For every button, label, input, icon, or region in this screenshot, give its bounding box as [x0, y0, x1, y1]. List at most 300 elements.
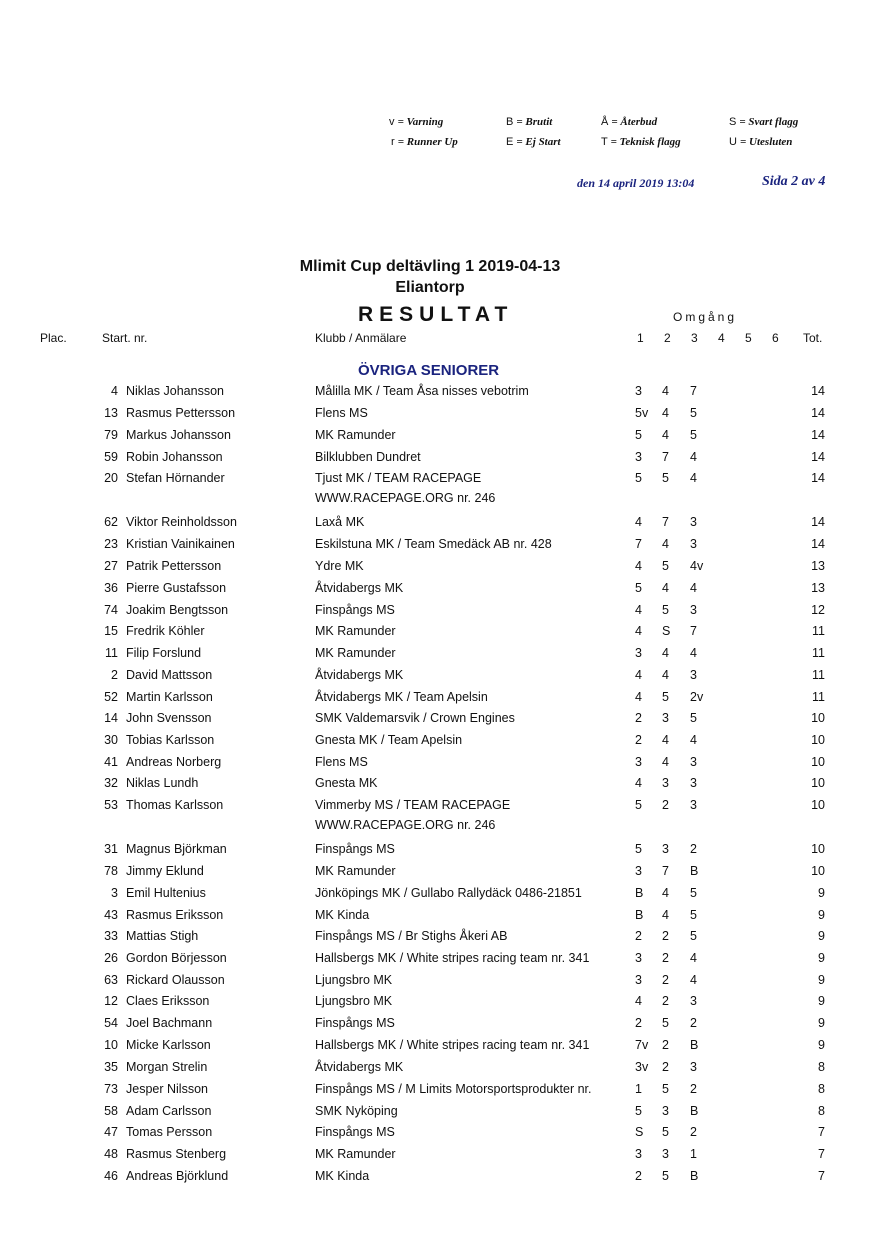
table-row	[0, 471, 880, 505]
header-plac: Plac.	[40, 331, 67, 345]
start-number: 2	[111, 668, 118, 682]
table-row	[0, 886, 880, 904]
round-2-score: 4	[662, 406, 669, 420]
table-row	[0, 1016, 880, 1034]
total-score: 14	[811, 450, 825, 464]
header-round-5: 5	[745, 331, 752, 345]
legend-item	[391, 136, 458, 148]
club-name: Åtvidabergs MK	[315, 668, 404, 682]
club-name: MK Kinda	[315, 1169, 370, 1183]
total-score: 8	[818, 1060, 825, 1074]
start-number: 26	[104, 951, 118, 965]
page-number: Sida 2 av 4	[762, 174, 826, 189]
table-row	[0, 1082, 880, 1100]
table-row	[0, 646, 880, 664]
round-1-score: 5	[635, 842, 642, 856]
total-score: 10	[811, 798, 825, 812]
club-name: Åtvidabergs MK / Team Apelsin	[315, 690, 488, 704]
total-score: 7	[818, 1169, 825, 1183]
driver-name: Mattias Stigh	[126, 929, 199, 943]
round-3-score: 4	[690, 450, 697, 464]
driver-name: Rickard Olausson	[126, 973, 225, 987]
club-name: Gnesta MK	[315, 776, 378, 790]
table-row	[0, 908, 880, 926]
driver-name: Robin Johansson	[126, 450, 223, 464]
round-2-score: 4	[662, 733, 669, 747]
club-name: MK Ramunder	[315, 428, 396, 442]
round-3-score: 3	[690, 668, 697, 682]
round-1-score: 4	[635, 994, 642, 1008]
total-score: 9	[818, 951, 825, 965]
table-row	[0, 428, 880, 446]
driver-name: Jesper Nilsson	[126, 1082, 208, 1096]
round-2-score: 7	[662, 450, 669, 464]
club-name: Finspångs MS	[315, 842, 395, 856]
round-1-score: 4	[635, 559, 642, 573]
table-row	[0, 1060, 880, 1078]
driver-name: Patrik Pettersson	[126, 559, 222, 573]
driver-name: Joel Bachmann	[126, 1016, 213, 1030]
table-row	[0, 755, 880, 773]
round-3-score: 3	[690, 515, 697, 529]
round-1-score: 5	[635, 581, 642, 595]
round-1-score: 2	[635, 1169, 642, 1183]
round-1-score: 5	[635, 471, 642, 485]
round-1-score: 3	[635, 1147, 642, 1161]
total-score: 8	[818, 1082, 825, 1096]
round-1-score: 4	[635, 603, 642, 617]
round-3-score: 2	[690, 1082, 697, 1096]
club-name: Hallsbergs MK / White stripes racing team nr. 341	[315, 1038, 590, 1052]
round-3-score: 3	[690, 537, 697, 551]
round-2-score: 4	[662, 908, 669, 922]
driver-name: Andreas Norberg	[126, 755, 222, 769]
round-3-score: B	[690, 1104, 699, 1118]
round-3-score: 3	[690, 776, 697, 790]
start-number: 13	[104, 406, 118, 420]
start-number: 23	[104, 537, 118, 551]
round-1-score: 3	[635, 755, 642, 769]
round-2-score: 4	[662, 755, 669, 769]
legend-desc: = Ej Start	[516, 136, 561, 148]
club-name: Jönköpings MK / Gullabo Rallydäck 0486-21851	[315, 886, 582, 900]
legend-code: r	[391, 136, 395, 148]
club-name: Finspångs MS / Br Stighs Åkeri AB	[315, 929, 508, 943]
driver-name: Martin Karlsson	[126, 690, 213, 704]
start-number: 14	[104, 711, 118, 725]
round-3-score: 3	[690, 1060, 697, 1074]
table-row	[0, 973, 880, 991]
round-2-score: 4	[662, 581, 669, 595]
round-2-score: 5	[662, 1125, 669, 1139]
club-name: MK Kinda	[315, 908, 370, 922]
round-1-score: 5	[635, 1104, 642, 1118]
round-2-score: 2	[662, 951, 669, 965]
start-number: 30	[104, 733, 118, 747]
driver-name: Stefan Hörnander	[126, 471, 225, 485]
total-score: 9	[818, 973, 825, 987]
round-1-score: 2	[635, 1016, 642, 1030]
start-number: 12	[104, 994, 118, 1008]
legend-desc: = Teknisk flagg	[610, 136, 681, 148]
round-3-score: 4	[690, 973, 697, 987]
round-1-score: 4	[635, 624, 642, 638]
table-row	[0, 603, 880, 621]
round-2-score: 2	[662, 973, 669, 987]
driver-name: Micke Karlsson	[126, 1038, 211, 1052]
round-3-score: 5	[690, 428, 697, 442]
round-3-score: B	[690, 864, 699, 878]
round-3-score: 5	[690, 711, 697, 725]
table-row	[0, 864, 880, 882]
table-row	[0, 690, 880, 708]
total-score: 14	[811, 515, 825, 529]
venue-title: Eliantorp	[395, 279, 465, 296]
total-score: 9	[818, 929, 825, 943]
round-1-score: 3	[635, 450, 642, 464]
table-row	[0, 1038, 880, 1056]
table-row	[0, 733, 880, 751]
driver-name: Magnus Björkman	[126, 842, 227, 856]
total-score: 10	[811, 755, 825, 769]
start-number: 41	[104, 755, 118, 769]
round-3-score: 4	[690, 951, 697, 965]
legend-code: E	[506, 136, 514, 148]
round-1-score: 3	[635, 864, 642, 878]
legend-item	[601, 136, 681, 148]
round-1-score: S	[635, 1125, 644, 1139]
round-2-score: 2	[662, 929, 669, 943]
total-score: 14	[811, 384, 825, 398]
total-score: 9	[818, 1016, 825, 1030]
legend-item	[506, 136, 561, 148]
start-number: 74	[104, 603, 118, 617]
driver-name: Tobias Karlsson	[126, 733, 215, 747]
start-number: 32	[104, 776, 118, 790]
legend-code: S	[729, 116, 737, 128]
round-1-score: 4	[635, 690, 642, 704]
total-score: 13	[811, 559, 825, 573]
total-score: 10	[811, 864, 825, 878]
total-score: 7	[818, 1125, 825, 1139]
round-1-score: 1	[635, 1082, 642, 1096]
start-number: 10	[104, 1038, 118, 1052]
round-3-score: 3	[690, 755, 697, 769]
start-number: 43	[104, 908, 118, 922]
start-number: 4	[111, 384, 118, 398]
round-3-score: 5	[690, 929, 697, 943]
round-3-score: 7	[690, 384, 697, 398]
club-name: Tjust MK / TEAM RACEPAGE	[315, 471, 482, 485]
round-2-score: 3	[662, 842, 669, 856]
total-score: 9	[818, 908, 825, 922]
round-3-score: 3	[690, 603, 697, 617]
round-2-score: 2	[662, 994, 669, 1008]
round-3-score: 4v	[690, 559, 704, 573]
section-title: ÖVRIGA SENIORER	[358, 362, 500, 379]
driver-name: Niklas Lundh	[126, 776, 199, 790]
start-number: 63	[104, 973, 118, 987]
driver-name: Andreas Björklund	[126, 1169, 229, 1183]
table-row	[0, 1104, 880, 1122]
round-2-score: 4	[662, 384, 669, 398]
start-number: 31	[104, 842, 118, 856]
header-round-4: 4	[718, 331, 725, 345]
round-1-score: 4	[635, 668, 642, 682]
round-2-score: 4	[662, 537, 669, 551]
round-1-score: 3	[635, 384, 642, 398]
table-row	[0, 1147, 880, 1165]
club-name: MK Ramunder	[315, 864, 396, 878]
round-2-score: 3	[662, 1147, 669, 1161]
table-row	[0, 668, 880, 686]
total-score: 8	[818, 1104, 825, 1118]
round-2-score: 3	[662, 1104, 669, 1118]
total-score: 9	[818, 886, 825, 900]
round-1-score: 2	[635, 929, 642, 943]
start-number: 59	[104, 450, 118, 464]
table-row	[0, 624, 880, 642]
round-3-score: 5	[690, 406, 697, 420]
round-3-score: 4	[690, 733, 697, 747]
legend-desc: = Varning	[397, 116, 444, 128]
club-name: SMK Nyköping	[315, 1104, 398, 1118]
header-total: Tot.	[803, 331, 823, 345]
start-number: 33	[104, 929, 118, 943]
start-number: 3	[111, 886, 118, 900]
club-name: Flens MS	[315, 755, 368, 769]
start-number: 47	[104, 1125, 118, 1139]
total-score: 7	[818, 1147, 825, 1161]
round-1-score: 2	[635, 711, 642, 725]
round-3-score: 2v	[690, 690, 704, 704]
legend-item	[389, 116, 443, 128]
legend-desc: = Utesluten	[740, 136, 793, 148]
table-row	[0, 515, 880, 533]
total-score: 9	[818, 994, 825, 1008]
round-3-score: B	[690, 1169, 699, 1183]
round-1-score: 5	[635, 428, 642, 442]
event-title: Mlimit Cup deltävling 1 2019-04-13	[299, 258, 561, 275]
round-2-score: 7	[662, 864, 669, 878]
legend-item	[506, 116, 552, 128]
club-name: MK Ramunder	[315, 624, 396, 638]
driver-name: Pierre Gustafsson	[126, 581, 227, 595]
round-2-score: 4	[662, 886, 669, 900]
club-name: Finspångs MS	[315, 1125, 395, 1139]
start-number: 35	[104, 1060, 118, 1074]
round-3-score: 4	[690, 471, 697, 485]
driver-name: Tomas Persson	[126, 1125, 213, 1139]
legend-desc: = Brutit	[516, 116, 553, 128]
round-1-score: B	[635, 908, 644, 922]
start-number: 52	[104, 690, 118, 704]
header-round-1: 1	[637, 331, 644, 345]
club-name-continued: WWW.RACEPAGE.ORG nr. 246	[315, 818, 496, 832]
round-3-score: 4	[690, 581, 697, 595]
start-number: 78	[104, 864, 118, 878]
driver-name: Jimmy Eklund	[126, 864, 204, 878]
table-row	[0, 776, 880, 794]
club-name: Vimmerby MS / TEAM RACEPAGE	[315, 798, 511, 812]
start-number: 11	[105, 646, 118, 660]
round-2-score: 7	[662, 515, 669, 529]
table-row	[0, 406, 880, 424]
table-row	[0, 842, 880, 860]
table-row	[0, 951, 880, 969]
start-number: 54	[104, 1016, 118, 1030]
driver-name: David Mattsson	[126, 668, 213, 682]
driver-name: Rasmus Stenberg	[126, 1147, 227, 1161]
club-name-continued: WWW.RACEPAGE.ORG nr. 246	[315, 491, 496, 505]
table-row	[0, 450, 880, 468]
club-name: Finspångs MS	[315, 603, 395, 617]
total-score: 14	[811, 471, 825, 485]
legend-desc: = Runner Up	[397, 136, 458, 148]
round-2-score: 5	[662, 471, 669, 485]
driver-name: Filip Forslund	[126, 646, 202, 660]
start-number: 36	[104, 581, 118, 595]
legend-desc: = Återbud	[611, 116, 658, 128]
round-2-score: 4	[662, 428, 669, 442]
driver-name: Thomas Karlsson	[126, 798, 224, 812]
round-1-score: 3	[635, 646, 642, 660]
round-3-score: 4	[690, 646, 697, 660]
driver-name: Gordon Börjesson	[126, 951, 227, 965]
round-2-score: 5	[662, 1082, 669, 1096]
driver-name: Claes Eriksson	[126, 994, 210, 1008]
round-1-score: 3	[635, 973, 642, 987]
club-name: MK Ramunder	[315, 1147, 396, 1161]
legend-item	[729, 136, 792, 148]
table-row	[0, 1125, 880, 1143]
driver-name: Joakim Bengtsson	[126, 603, 229, 617]
round-2-score: 4	[662, 668, 669, 682]
start-number: 48	[104, 1147, 118, 1161]
total-score: 10	[811, 776, 825, 790]
round-2-score: S	[662, 624, 671, 638]
legend-code: T	[601, 136, 608, 148]
round-1-score: 3	[635, 951, 642, 965]
start-number: 15	[104, 624, 118, 638]
round-1-score: 5v	[635, 406, 649, 420]
total-score: 14	[811, 428, 825, 442]
header-start-nr: Start. nr.	[102, 331, 148, 345]
total-score: 14	[811, 406, 825, 420]
table-row	[0, 581, 880, 599]
driver-name: Morgan Strelin	[126, 1060, 208, 1074]
round-2-score: 2	[662, 798, 669, 812]
driver-name: Niklas Johansson	[126, 384, 224, 398]
round-2-score: 5	[662, 690, 669, 704]
club-name: Flens MS	[315, 406, 368, 420]
table-row	[0, 798, 880, 832]
driver-name: Rasmus Pettersson	[126, 406, 236, 420]
club-name: Finspångs MS	[315, 1016, 395, 1030]
total-score: 11	[812, 624, 825, 638]
legend-desc: = Svart flagg	[739, 116, 799, 128]
driver-name: John Svensson	[126, 711, 212, 725]
club-name: Laxå MK	[315, 515, 365, 529]
round-1-score: 3v	[635, 1060, 649, 1074]
round-3-score: 5	[690, 886, 697, 900]
club-name: Finspångs MS / M Limits Motorsportsprodukter nr.	[315, 1082, 592, 1096]
round-1-score: B	[635, 886, 644, 900]
round-2-score: 5	[662, 1169, 669, 1183]
total-score: 14	[811, 537, 825, 551]
round-1-score: 4	[635, 776, 642, 790]
table-row	[0, 711, 880, 729]
total-score: 11	[812, 668, 825, 682]
round-2-score: 5	[662, 1016, 669, 1030]
club-name: MK Ramunder	[315, 646, 396, 660]
total-score: 13	[811, 581, 825, 595]
round-2-score: 3	[662, 711, 669, 725]
start-number: 62	[104, 515, 118, 529]
total-score: 9	[818, 1038, 825, 1052]
start-number: 79	[104, 428, 118, 442]
legend-code: Å	[601, 116, 609, 128]
header-round-3: 3	[691, 331, 698, 345]
round-3-score: 7	[690, 624, 697, 638]
driver-name: Markus Johansson	[126, 428, 231, 442]
round-1-score: 4	[635, 515, 642, 529]
table-row	[0, 1169, 880, 1187]
club-name: SMK Valdemarsvik / Crown Engines	[315, 711, 515, 725]
round-1-score: 5	[635, 798, 642, 812]
club-name: Ljungsbro MK	[315, 994, 393, 1008]
round-2-score: 4	[662, 646, 669, 660]
start-number: 46	[104, 1169, 118, 1183]
round-1-score: 7	[635, 537, 642, 551]
driver-name: Kristian Vainikainen	[126, 537, 235, 551]
total-score: 12	[811, 603, 825, 617]
header-round-2: 2	[664, 331, 671, 345]
table-row	[0, 994, 880, 1012]
club-name: Målilla MK / Team Åsa nisses vebotrim	[315, 384, 529, 398]
header-round-6: 6	[772, 331, 779, 345]
start-number: 27	[104, 559, 118, 573]
table-row	[0, 384, 880, 402]
legend-code: U	[729, 136, 737, 148]
date-line: den 14 april 2019 13:04	[577, 176, 695, 190]
round-2-score: 2	[662, 1060, 669, 1074]
round-1-score: 2	[635, 733, 642, 747]
club-name: Hallsbergs MK / White stripes racing team nr. 341	[315, 951, 590, 965]
table-row	[0, 559, 880, 577]
round-3-score: 1	[690, 1147, 697, 1161]
round-3-score: 5	[690, 908, 697, 922]
table-row	[0, 537, 880, 555]
round-2-score: 5	[662, 559, 669, 573]
round-2-score: 3	[662, 776, 669, 790]
legend-item	[601, 116, 657, 128]
driver-name: Adam Carlsson	[126, 1104, 212, 1118]
round-3-score: B	[690, 1038, 699, 1052]
total-score: 10	[811, 842, 825, 856]
legend-code: v	[389, 116, 395, 128]
club-name: Åtvidabergs MK	[315, 581, 404, 595]
start-number: 58	[104, 1104, 118, 1118]
header-club: Klubb / Anmälare	[315, 331, 407, 345]
driver-name: Rasmus Eriksson	[126, 908, 224, 922]
legend-code: B	[506, 116, 514, 128]
total-score: 10	[811, 711, 825, 725]
driver-name: Viktor Reinholdsson	[126, 515, 237, 529]
legend-item	[729, 116, 798, 128]
club-name: Gnesta MK / Team Apelsin	[315, 733, 463, 747]
club-name: Ljungsbro MK	[315, 973, 393, 987]
